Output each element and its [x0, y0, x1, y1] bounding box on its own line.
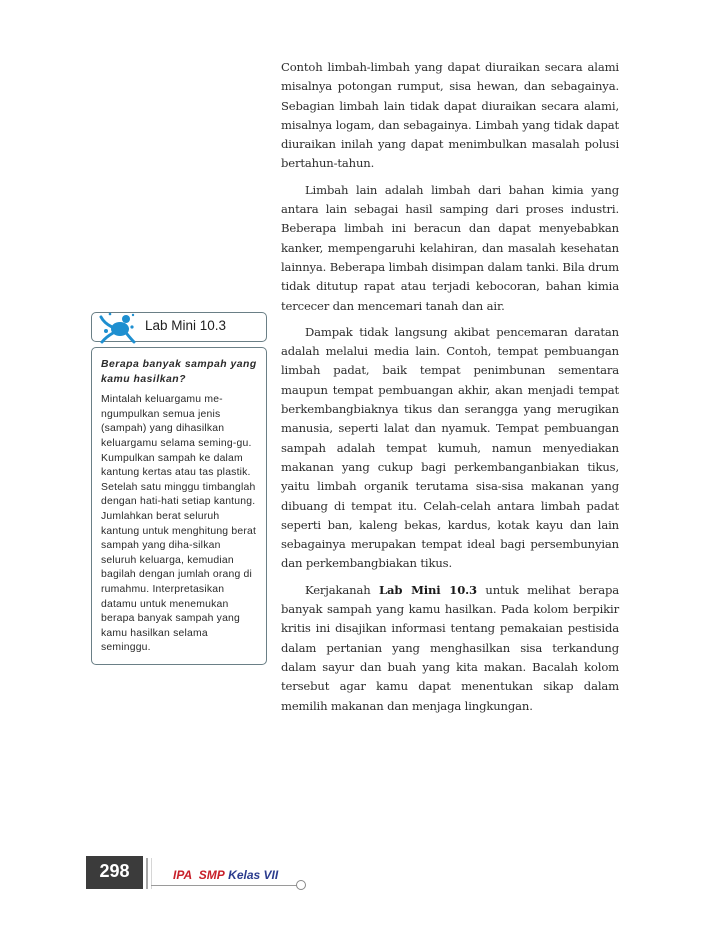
paragraph-4-prefix: Kerjakanah — [305, 582, 379, 597]
splash-figure-icon — [98, 309, 138, 345]
lab-mini-title: Lab Mini 10.3 — [145, 318, 227, 333]
book-title-ipa: IPA — [173, 868, 193, 882]
paragraph-3: Dampak tidak langsung akibat pencemaran daratan adalah melalui media lain. Contoh, tempat pembuangan limbah padat, baik tempat penimbunan sementara maupun tempat pembuangan akhir, akan menjadi tempat berkembangbiaknya tikus dan serangga yang merugikan manusia, seperti lalat dan nyamuk. Tempat pembuangan sampah adalah tempat kumuh, namun menyediakan makanan yang cukup bagi perkembanganbiakan tikus, yaitu limbah organik terutama sisa-sisa makanan yang dibuang di tempat itu. Celah-celah antara limbah padat seperti ban, kaleng bekas, kardus, kotak kayu dan lain sebagainya merupakan tempat ideal bagi persembunyian dan perkembangbiakan tikus. — [281, 324, 619, 571]
paragraph-2: Limbah lain adalah limbah dari bahan kimia yang antara lain sebagai hasil samping dari proses industri. Beberapa limbah ini beracun dan dapat menyebabkan kanker, mempengaruhi kelahiran, dan masalah kesehatan lainnya. Beberapa limbah disimpan dalam tanki. Bila drum tidak ditutup rapat atau terjadi kebocoran, bahan kimia tercecer dan mencemari tanah dan air. — [281, 182, 619, 313]
lab-mini-box — [91, 312, 267, 665]
page-number: 298 — [99, 861, 130, 881]
footer-rule — [151, 885, 299, 886]
main-text-column — [281, 58, 619, 723]
paragraph-4 — [281, 581, 619, 716]
lab-mini-question: Berapa banyak sampah yang kamu hasilkan? — [101, 359, 257, 385]
paragraph-1: Contoh limbah-limbah yang dapat diuraikan secara alami misalnya potongan rumput, sisa hewan, dan sebagainya. Sebagian limbah lain tidak dapat diuraikan secara alami, misalnya logam, dan sebagainya. Limbah yang tidak dapat diuraikan inilah yang dapat menimbulkan masalah polusi bertahun-tahun. — [281, 60, 619, 171]
book-title — [173, 868, 278, 882]
book-title-smp: SMP — [198, 868, 225, 882]
footer-divider — [146, 858, 148, 889]
lab-mini-reference: Lab Mini 10.3 — [378, 582, 477, 597]
paragraph-4-suffix: untuk melihat berapa banyak sampah yang kamu hasilkan. Pada kolom berpikir kritis ini disajikan informasi tentang pemakaian pestisida dalam pertanian yang menghasilkan sisa terkandung dalam sayur dan buah yang kita makan. Bacalah kolom tersebut agar kamu dapat menentukan sikap dalam memilih makanan dan menjaga lingkungan. — [281, 582, 619, 713]
lab-mini-body — [91, 347, 267, 665]
book-title-kelas: Kelas VII — [228, 868, 279, 882]
lab-mini-header — [91, 312, 267, 342]
footer-circle-ornament — [296, 880, 306, 890]
lab-mini-instructions: Mintalah keluargamu me-ngumpulkan semua jenis (sampah) yang dihasilkan keluargamu selama seming-gu. Kumpulkan sampah ke dalam kantung kertas atau tas plastik. Setelah satu minggu timbanglah dengan hati-hati setiap kantung. Jumlahkan berat seluruh kantung untuk menghitung berat sampah yang diha-silkan seluruh keluarga, kemudian bagilah dengan jumlah orang di rumahmu. Interpretasikan datamu untuk menemukan berapa banyak sampah yang kamu hasilkan selama seminggu. — [101, 394, 257, 654]
